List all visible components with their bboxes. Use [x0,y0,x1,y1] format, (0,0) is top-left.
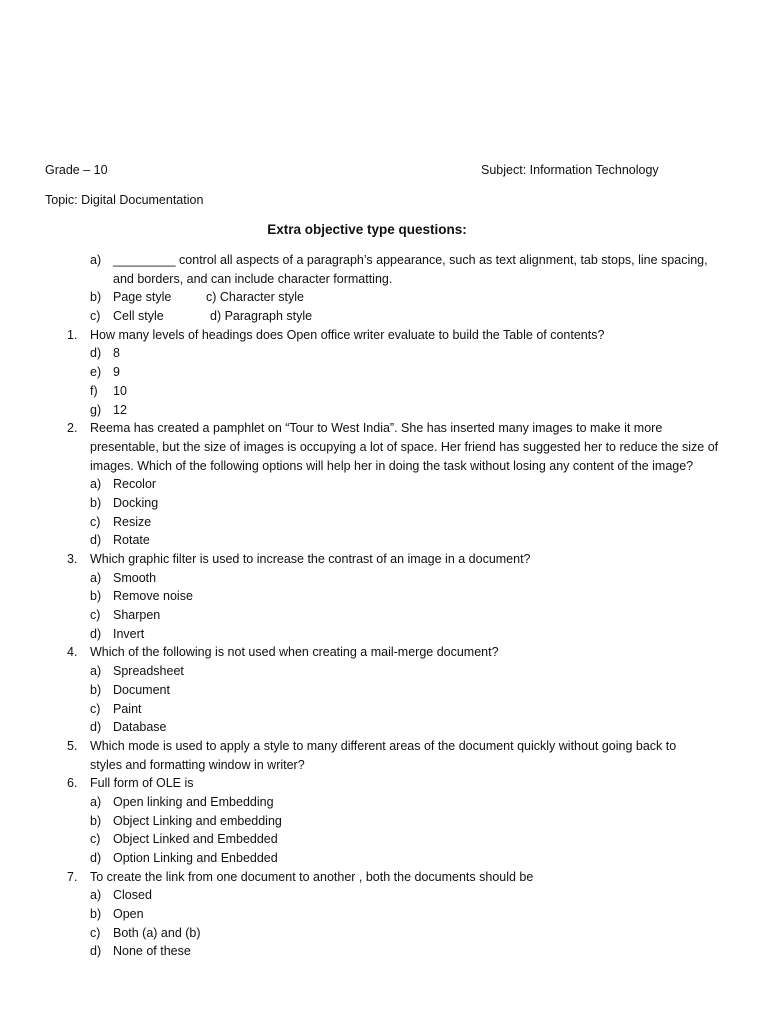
option-text: 9 [113,365,120,380]
option-item [0,830,768,849]
option-marker: b) [90,290,102,305]
option-marker: a) [90,253,102,267]
option-marker: d) [90,533,102,548]
option-marker: a) [90,794,102,809]
option-item [0,344,768,363]
option-text: Object Linking and embedding [113,813,282,828]
option-text: Spreadsheet [113,664,184,679]
option-text: Smooth [113,570,157,585]
intro-question [0,251,768,270]
option-text: Open [113,907,144,922]
option-marker: e) [90,365,102,380]
option-text: Page style [113,290,172,305]
option-item [0,363,768,382]
question-text: _________ control all aspects of a paragraph’s appearance, such as text alignment, tab stops, line spacing, [113,253,708,267]
option-marker: a) [90,664,102,679]
question-item [0,868,768,887]
option-marker: b) [90,907,102,922]
option-item [0,475,768,494]
question-item [0,550,768,569]
option-marker: c) [90,925,101,940]
option-marker: c) [90,701,101,716]
option-text: Closed [113,888,152,903]
option-text: Remove noise [113,589,193,604]
option-text: Option Linking and Enbedded [113,851,278,865]
option-text: Sharpen [113,608,161,623]
option-text: Rotate [113,533,150,548]
subject-label: Subject: Information Technology [481,163,659,177]
option-marker: d) [90,626,102,641]
option-marker: c) [90,309,101,324]
option-marker: a) [90,888,102,903]
option-item [0,494,768,513]
option-marker: b) [90,682,102,697]
option-item [0,793,768,812]
question-item [0,774,768,793]
option-marker: a) [90,570,102,585]
question-text: Reema has created a pamphlet on “Tour to West India”. She has inserted many images to make it more [90,421,663,436]
question-text: How many levels of headings does Open office writer evaluate to build the Table of contents? [90,327,605,342]
option-marker: d) [90,346,102,361]
option-marker: d) [90,944,102,959]
question-number: 4. [67,645,78,660]
option-item [0,812,768,831]
question-text-continuation [0,438,768,457]
option-item [0,625,768,644]
question-text: Full form of OLE is [90,776,194,791]
option-text: None of these [113,944,191,959]
option-text: Both (a) and (b) [113,925,201,940]
question-item [0,643,768,662]
question-text: To create the link from one document to another , both the documents should be [90,869,534,884]
question-text-continuation [0,270,768,289]
option-item [0,662,768,681]
option-item [0,905,768,924]
question-text: images. Which of the following options will help her in doing the task without losing any content of the image? [90,458,694,473]
intro-option-row [0,288,768,307]
topic-label: Topic: Digital Documentation [45,193,204,207]
option-text: c) Character style [206,290,304,305]
option-marker: b) [90,589,102,604]
option-text: Document [113,682,170,697]
option-text: Resize [113,514,152,529]
option-item [0,513,768,532]
question-text: Which graphic filter is used to increase the contrast of an image in a document? [90,552,531,566]
option-item [0,401,768,420]
option-marker: d) [90,720,102,735]
option-marker: b) [90,813,102,828]
question-number: 3. [67,552,78,566]
option-item [0,700,768,719]
question-item [0,326,768,345]
question-text: and borders, and can include character formatting. [113,271,393,286]
option-text: Invert [113,626,145,641]
option-marker: a) [90,477,102,492]
option-item [0,681,768,700]
option-marker: g) [90,402,102,417]
option-marker: c) [90,832,101,847]
question-number: 5. [67,738,78,753]
option-text: Recolor [113,477,157,492]
question-text-continuation [0,756,768,775]
option-marker: c) [90,608,101,623]
page-title: Extra objective type questions: [267,222,467,237]
question-number: 2. [67,421,78,436]
option-text: 12 [113,402,127,417]
option-text: Cell style [113,309,164,324]
option-item [0,849,768,868]
question-number: 1. [67,327,78,342]
option-text: Docking [113,495,159,510]
option-item [0,569,768,588]
option-item [0,606,768,625]
option-text: Open linking and Embedding [113,794,274,809]
option-text: 10 [113,383,127,398]
option-marker: f) [90,383,98,398]
option-marker: b) [90,495,102,510]
option-item [0,531,768,550]
grade-label: Grade – 10 [45,163,108,177]
option-text: Paint [113,701,142,716]
question-text: Which of the following is not used when creating a mail-merge document? [90,645,499,660]
option-marker: c) [90,514,101,529]
option-marker: d) [90,851,102,865]
question-text: styles and formatting window in writer? [90,757,305,772]
question-item [0,737,768,756]
option-item [0,942,768,961]
option-item [0,382,768,401]
option-item [0,886,768,905]
intro-option-row [0,307,768,326]
question-number: 7. [67,869,78,884]
option-text: 8 [113,346,120,361]
question-text: presentable, but the size of images is occupying a lot of space. Her friend has suggested her to reduce the size of [90,439,719,454]
option-text: Database [113,720,167,735]
page-header [45,163,723,181]
question-text: Which mode is used to apply a style to many different areas of the document quickly without going back to [90,738,677,753]
question-number: 6. [67,776,78,791]
option-item [0,718,768,737]
option-item [0,587,768,606]
option-item [0,924,768,943]
question-list [0,251,768,961]
option-text: Object Linked and Embedded [113,832,278,847]
option-text: d) Paragraph style [210,309,313,324]
question-text-continuation [0,457,768,476]
question-item [0,419,768,438]
